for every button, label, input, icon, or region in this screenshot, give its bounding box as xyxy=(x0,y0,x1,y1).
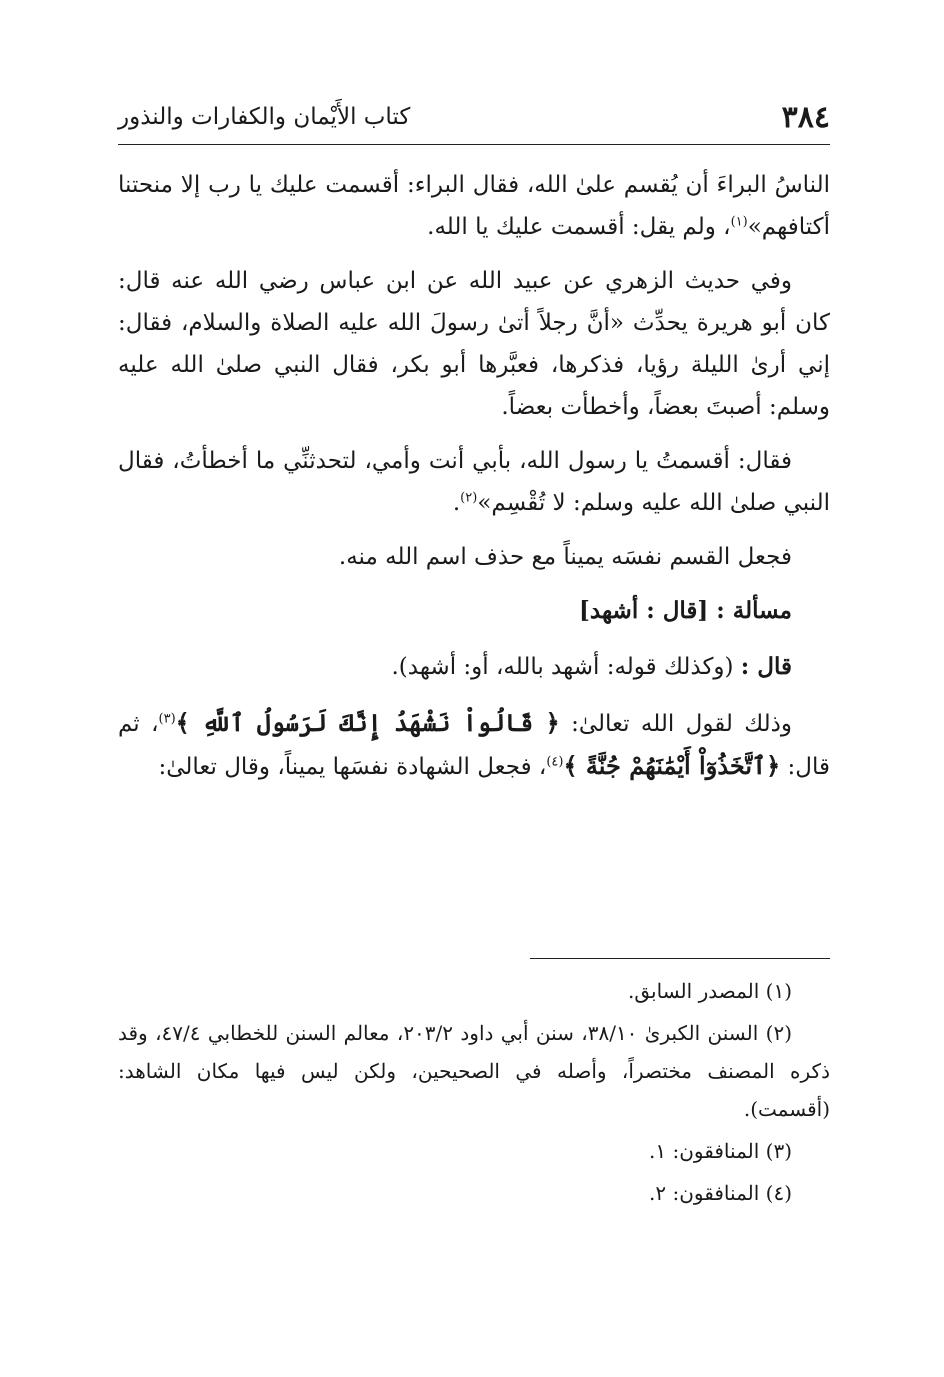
paragraph-5-start: وذلك لقول الله تعالىٰ: xyxy=(559,711,792,737)
paragraph-3 xyxy=(118,440,830,524)
qal-label: قال : xyxy=(740,653,792,680)
footnote-ref-1: (١) xyxy=(730,214,748,230)
paragraph-5 xyxy=(118,702,830,788)
footnote-3: (٣) المنافقون: ١. xyxy=(649,1139,792,1163)
footnote-ref-3: (٣) xyxy=(158,711,176,727)
paragraph-2: وفي حديث الزهري عن عبيد الله عن ابن عباس رضي الله عنه قال: كان أبو هريرة يحدِّث «أنَّ رجلاً أتىٰ رسولَ الله عليه الصلاة والسلام، فقال: إني أرىٰ الليلة رؤيا، فذكرها، فعبَّرها أبو بكر، فقال النبي صلىٰ الله عليه وسلم: أصبتَ بعضاً، وأخطأت بعضاً. xyxy=(118,268,830,420)
book-page xyxy=(118,0,830,1377)
footnote-ref-4: (٤) xyxy=(546,754,564,770)
issue-heading: مسألة : [قال : أشهد] xyxy=(578,597,792,624)
qal-text: (وكذلك قوله: أشهد بالله، أو: أشهد). xyxy=(391,654,741,680)
qal-line xyxy=(118,646,830,688)
main-text xyxy=(118,164,830,800)
quran-verse-2: ﴿ٱتَّخَذُوٓاْ أَيْمَٰنَهُمْ جُنَّةً ﴾ xyxy=(563,751,781,780)
paragraph-3-text: فقال: أقسمتُ يا رسول الله، بأبي أنت وأمي، لتحدثنِّي ما أخطأتُ، فقال النبي صلىٰ الله عليه وسلم: لا تُقْسِم» xyxy=(118,448,830,516)
quran-verse-1: ﴿ قَالُواْ نَشْهَدُ إِنَّكَ لَرَسُولُ ٱللَّهِ ﴾ xyxy=(175,708,560,737)
page-header xyxy=(118,96,830,145)
footnotes xyxy=(118,972,830,1216)
paragraph-5-mid: ، ثم قال: xyxy=(118,711,830,780)
paragraph-3-tail: . xyxy=(452,490,461,516)
paragraph-1 xyxy=(118,164,830,248)
footnote-separator xyxy=(530,958,830,959)
paragraph-4: فجعل القسم نفسَه يميناً مع حذف اسم الله منه. xyxy=(338,544,792,570)
paragraph-1-tail: ، ولم يقل: أقسمت عليك يا الله. xyxy=(427,214,731,240)
page-number: ٣٨٤ xyxy=(781,100,830,135)
footnote-2: (٢) السنن الكبرىٰ ٣٨/١٠، سنن أبي داود ٢٠٣/٢، معالم السنن للخطابي ٤٧/٤، وقد ذكره المصنف مختصراً، وأصله في الصحيحين، ولكن ليس فيها مكان الشاهد: (أقسمت). xyxy=(118,1021,830,1121)
footnote-1: (١) المصدر السابق. xyxy=(628,979,792,1003)
running-title: كتاب الأَيْمان والكفارات والنذور xyxy=(118,104,411,130)
paragraph-5-end: ، فجعل الشهادة نفسَها يميناً، وقال تعالىٰ: xyxy=(158,754,547,780)
footnote-ref-2: (٢) xyxy=(460,490,478,506)
footnote-4: (٤) المنافقون: ٢. xyxy=(649,1181,792,1205)
paragraph-1-text: الناسُ البراءَ أن يُقسم علىٰ الله، فقال البراء: أقسمت عليك يا رب إلا منحتنا أكتافهم» xyxy=(118,172,830,240)
